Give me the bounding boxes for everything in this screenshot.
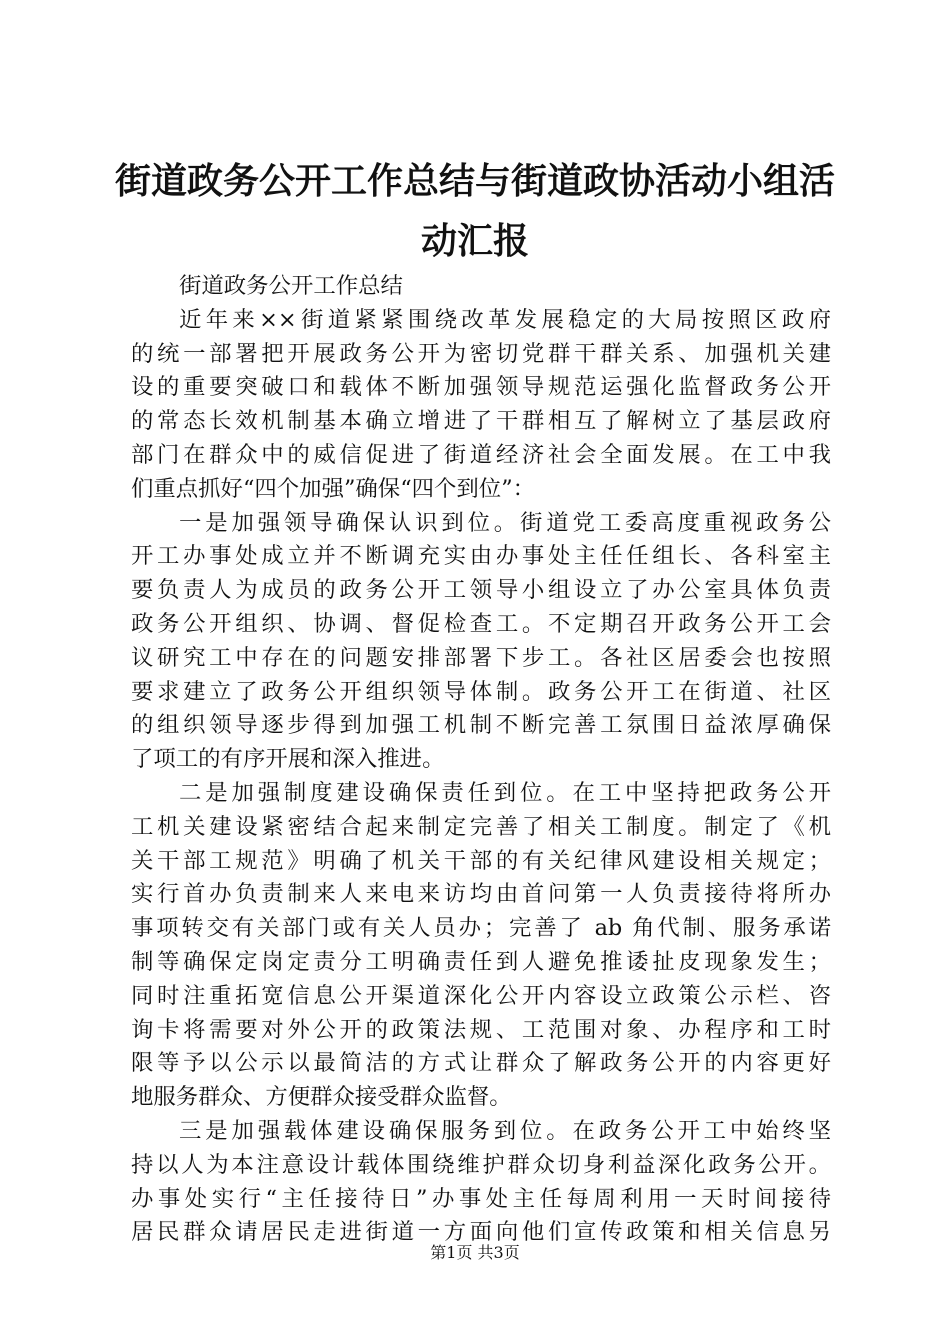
paragraph-line: 部门在群众中的威信促进了街道经济社会全面发展。在工中我: [131, 441, 831, 468]
paragraph-line: 要求建立了政务公开组织领导体制。政务公开工在街道、社区: [131, 678, 831, 705]
paragraph-line: 办事处实行“主任接待日”办事处主任每周利用一天时间接待: [131, 1185, 831, 1212]
paragraph-line: 二是加强制度建设确保责任到位。在工中坚持把政务公开: [179, 779, 831, 806]
section-heading: 街道政务公开工作总结: [179, 273, 403, 299]
paragraph-line: 制等确保定岗定责分工明确责任到人避免推诿扯皮现象发生；: [131, 948, 831, 975]
document-title-line-1: 街道政务公开工作总结与街道政协活动小组活: [115, 161, 836, 202]
paragraph-line: 的统一部署把开展政务公开为密切党群干群关系、加强机关建: [131, 340, 831, 367]
document-title-line-2: 动汇报: [420, 221, 529, 262]
paragraph-line: 要负责人为成员的政务公开工领导小组设立了办公室具体负责: [131, 577, 831, 604]
paragraph-line: 同时注重拓宽信息公开渠道深化公开内容设立政策公示栏、咨: [131, 982, 831, 1009]
paragraph-line: 关干部工规范》明确了机关干部的有关纪律风建设相关规定；: [131, 847, 831, 874]
paragraph-line: 开工办事处成立并不断调充实由办事处主任任组长、各科室主: [131, 543, 831, 570]
paragraph-line: 们重点抓好“四个加强”确保“四个到位”：: [131, 475, 536, 502]
paragraph-line: 议研究工中存在的问题安排部署下步工。各社区居委会也按照: [131, 644, 831, 671]
paragraph-line: 一是加强领导确保认识到位。街道党工委高度重视政务公: [179, 509, 831, 536]
paragraph-line: 居民群众请居民走进街道一方面向他们宣传政策和相关信息另: [131, 1219, 831, 1246]
paragraph-line: 工机关建设紧密结合起来制定完善了相关工制度。制定了《机: [131, 813, 831, 840]
page-number-footer: 第1页 共3页: [430, 1243, 520, 1262]
paragraph-line: 三是加强载体建设确保服务到位。在政务公开工中始终坚: [179, 1117, 831, 1144]
paragraph-line: 了项工的有序开展和深入推进。: [131, 746, 445, 773]
paragraph-line: 持以人为本注意设计载体围绕维护群众切身利益深化政务公开。: [131, 1151, 831, 1178]
paragraph-line: 限等予以公示以最简洁的方式让群众了解政务公开的内容更好: [131, 1050, 831, 1077]
paragraph-line: 近年来××街道紧紧围绕改革发展稳定的大局按照区政府: [179, 306, 831, 333]
paragraph-line: 询卡将需要对外公开的政策法规、工范围对象、办程序和工时: [131, 1016, 831, 1043]
paragraph-line: 设的重要突破口和载体不断加强领导规范运强化监督政务公开: [131, 374, 831, 401]
paragraph-line: 的组织领导逐步得到加强工机制不断完善工氛围日益浓厚确保: [131, 712, 831, 739]
paragraph-line: 政务公开组织、协调、督促检查工。不定期召开政务公开工会: [131, 610, 831, 637]
paragraph-line: 事项转交有关部门或有关人员办；完善了 ab 角代制、服务承诺: [131, 915, 831, 942]
document-body: [131, 270, 831, 1250]
paragraph-line: 的常态长效机制基本确立增进了干群相互了解树立了基层政府: [131, 408, 831, 435]
paragraph-line: 实行首办负责制来人来电来访均由首问第一人负责接待将所办: [131, 881, 831, 908]
paragraph-line: 地服务群众、方便群众接受群众监督。: [131, 1084, 512, 1111]
